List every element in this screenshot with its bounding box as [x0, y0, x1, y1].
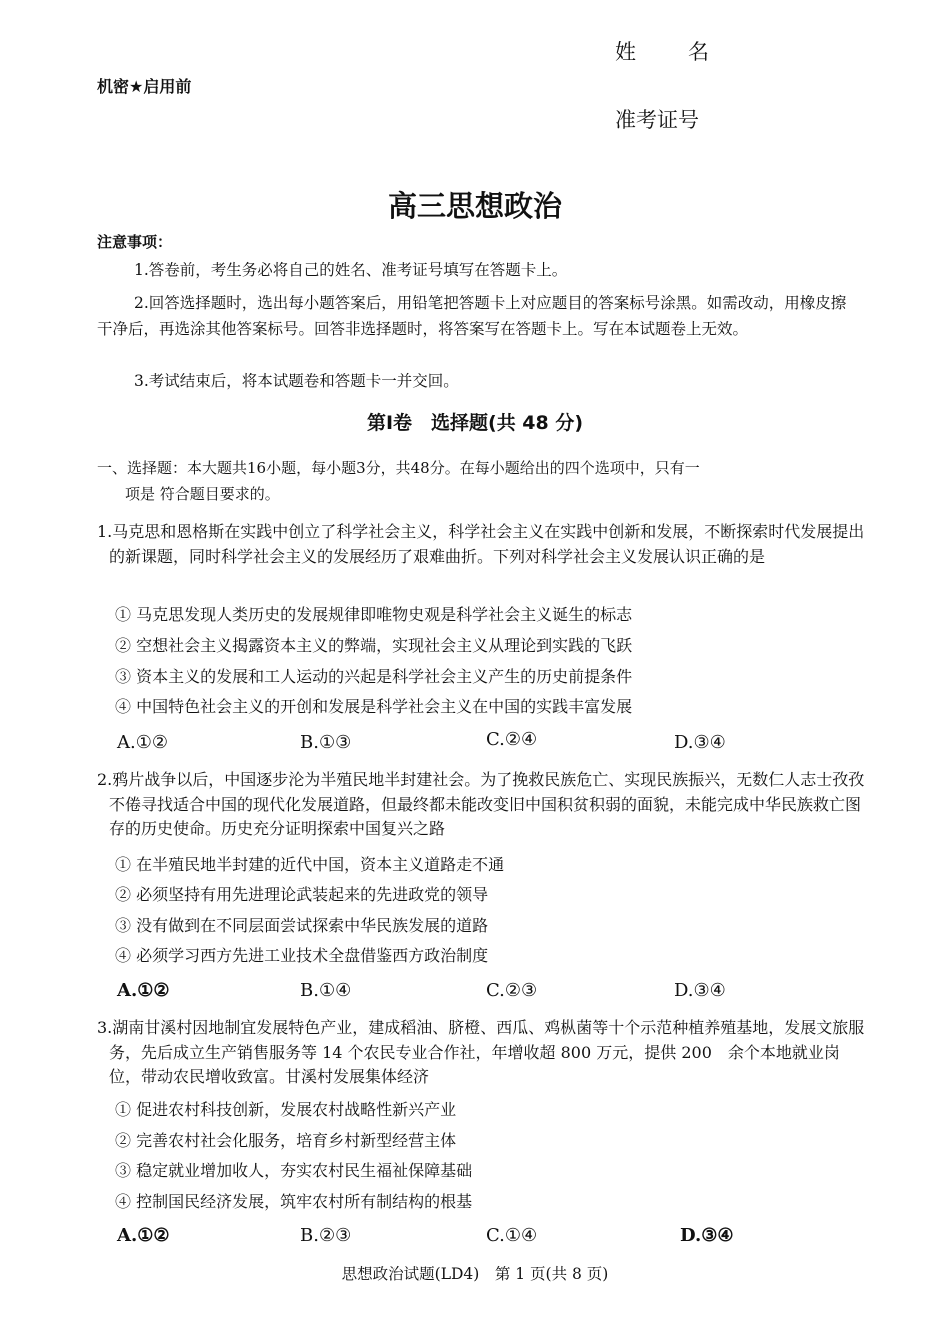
- question-1-stem: 1.马克思和恩格斯在实践中创立了科学社会主义，科学社会主义在实践中创新和发展，不断探索时代发展提出的新课题，同时科学社会主义的发展经历了艰难曲折。下列对科学社会主义发展认识正确的是: [97, 522, 865, 566]
- section-instructions: [97, 455, 857, 507]
- question-3-option-3: ③ 稳定就业增加收人，夯实农村民生福祉保障基础: [115, 1161, 473, 1180]
- question-3-option-1: ① 促进农村科技创新，发展农村战略性新兴产业: [115, 1100, 457, 1119]
- question-1-option-2: ② 空想社会主义揭露资本主义的弊端，实现社会主义从理论到实践的飞跃: [115, 636, 633, 655]
- question-2-answer-a: A.①②: [117, 980, 170, 1001]
- question-2-option-2: ② 必须坚持有用先进理论武装起来的先进政党的领导: [115, 885, 489, 904]
- question-2-option-1: ① 在半殖民地半封建的近代中国，资本主义道路走不通: [115, 855, 505, 874]
- question-1-option-4: ④ 中国特色社会主义的开创和发展是科学社会主义在中国的实践丰富发展: [115, 697, 633, 716]
- question-2-option-3: ③ 没有做到在不同层面尝试探索中华民族发展的道路: [115, 916, 489, 935]
- notice-item-3: 3.考试结束后，将本试题卷和答题卡一并交回。: [134, 372, 459, 390]
- instructions-line-2: 项是 符合题目要求的。: [125, 485, 280, 503]
- question-1-answer-a: A.①②: [117, 732, 168, 753]
- question-2-answer-b: B.①④: [300, 980, 352, 1001]
- name-label-char-2: 名: [688, 40, 709, 64]
- notice-item-1: 1.答卷前，考生务必将自己的姓名、准考证号填写在答题卡上。: [134, 261, 568, 279]
- notice-item-2: 2.回答选择题时，选出每小题答案后，用铅笔把答题卡上对应题目的答案标号涂黑。如需改动，用橡皮擦干净后，再选涂其他答案标号。回答非选择题时，将答案写在答题卡上。写在本试题卷上无效。: [97, 294, 847, 338]
- question-2-answer-d: D.③④: [674, 980, 726, 1001]
- question-2-stem: 2.鸦片战争以后，中国逐步沦为半殖民地半封建社会。为了挽救民族危亡、实现民族振兴，无数仁人志士孜孜不倦寻找适合中国的现代化发展道路，但最终都未能改变旧中国积贫积弱的面貌，未能完成中华民族救亡图存的历史使命。历史充分证明探索中国复兴之路: [97, 770, 865, 838]
- notice-heading: 注意事项：: [97, 233, 173, 251]
- question-1-answer-d: D.③④: [674, 732, 726, 753]
- question-2-option-4: ④ 必须学习西方先进工业技术全盘借鉴西方政治制度: [115, 946, 489, 965]
- page-title: 高三思想政治: [387, 189, 562, 223]
- question-3-answer-b: B.②③: [300, 1225, 352, 1246]
- question-1-answer-c: C.②④: [486, 729, 538, 750]
- question-1-option-1: ① 马克思发现人类历史的发展规律即唯物史观是科学社会主义诞生的标志: [115, 605, 633, 624]
- name-label-char-1: 姓: [615, 40, 636, 64]
- question-1-answer-b: B.①③: [300, 732, 352, 753]
- name-field-label: [615, 36, 709, 66]
- question-3-option-2: ② 完善农村社会化服务，培育乡村新型经营主体: [115, 1131, 457, 1150]
- instructions-line-1: 一、选择题：本大题共16小题，每小题3分，共48分。在每小题给出的四个选项中，只有一: [97, 459, 700, 477]
- question-3-answer-c: C.①④: [486, 1225, 538, 1246]
- question-2-answer-c: C.②③: [486, 980, 538, 1001]
- question-3-answer-a: A.①②: [117, 1225, 170, 1246]
- section-title: 第Ⅰ卷 选择题(共 48 分): [366, 412, 584, 434]
- page-footer: 思想政治试题(LD4) 第 1 页(共 8 页): [341, 1265, 609, 1283]
- exam-id-label: 准考证号: [615, 108, 699, 132]
- question-3-stem: 3.湖南甘溪村因地制宜发展特色产业，建成稻油、脐橙、西瓜、鸡枞菌等十个示范种植养殖基地，发展文旅服务，先后成立生产销售服务等 14 个农民专业合作社，年增收超 800 万元，提供 200 余个本地就业岗位，带动农民增收致富。甘溪村发展集体经济: [97, 1018, 865, 1086]
- question-3-option-4: ④ 控制国民经济发展，筑牢农村所有制结构的根基: [115, 1192, 473, 1211]
- question-3-answer-d: D.③④: [680, 1225, 734, 1246]
- question-1-option-3: ③ 资本主义的发展和工人运动的兴起是科学社会主义产生的历史前提条件: [115, 667, 633, 686]
- confidential-mark: 机密★启用前: [97, 77, 192, 96]
